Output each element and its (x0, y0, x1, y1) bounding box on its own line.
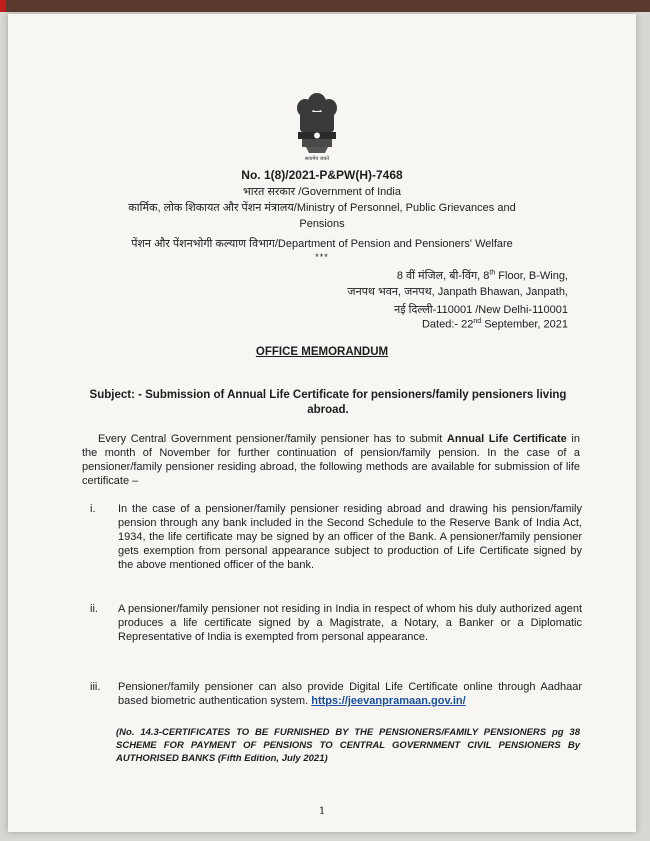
list-item-text: In the case of a pensioner/family pensioner residing abroad and drawing his pension/family pension through any bank included in the Second Schedule to the Reserve Bank of India Act, 1934, the life certificate may be signed by an officer of the Bank. A pensioner/family pensioner gets exemption from personal appearance subject to production of Life Certificate signed by the above mentioned officer of the bank. (118, 503, 582, 571)
address-line-2: जनपथ भवन, जनपथ, Janpath Bhawan, Janpath, (347, 286, 568, 298)
govt-line: भारत सरकार /Government of India (243, 186, 401, 198)
dated-sup: nd (473, 318, 482, 325)
memo-title: OFFICE MEMORANDUM (255, 346, 389, 358)
list-item-text: A pensioner/family pensioner not residing in India in respect of whom his duly authorized agent produces a life certificate signed by a Magistrate, a Notary, a Banker or a Diplomatic Representative of India is exempted from personal appearance. (118, 603, 582, 643)
department-line: पेंशन और पेंशनभोगी कल्याण विभाग/Department of Pension and Pensioners' Welfare (131, 238, 513, 250)
list-item-number: ii. (90, 603, 98, 615)
intro-text-2: in the month of November for further continuation of pension/family pension. In the case of a pensioner/family pensioner residing abroad, the following methods are available for submission of life certificate – (82, 433, 580, 487)
address-floor-en: Floor, B-Wing, (495, 270, 568, 282)
top-strip (0, 0, 650, 12)
list-item-text: Pensioner/family pensioner can also provide Digital Life Certificate online through Aadhaar based biometric authentication system. (118, 681, 582, 707)
dated-prefix: Dated:- 22 (421, 318, 474, 331)
address-line-3: नई दिल्ली-110001 /New Delhi-110001 (394, 304, 568, 316)
intro-text-1: Every Central Government pensioner/family pensioner has to submit (98, 433, 447, 445)
document-number: No. 1(8)/2021-P&PW(H)-7468 (241, 168, 403, 182)
national-emblem-icon (292, 90, 342, 166)
jeevan-pramaan-link[interactable]: https://jeevanpramaan.gov.in/ (311, 695, 466, 707)
address-floor-text: 8 वीं मंजिल, बी-विंग, 8 (396, 270, 490, 282)
address-line-1 (397, 268, 568, 283)
intro-bold: Annual Life Certificate (446, 433, 567, 445)
document-page (8, 14, 636, 832)
ministry-line-cont: Pensions (299, 218, 345, 230)
list-item-number: iii. (90, 681, 101, 693)
list-item-number: i. (90, 503, 96, 515)
page-number: 1 (318, 806, 326, 817)
subject-line: Subject: - Submission of Annual Life Certificate for pensioners/family pensioners living abroad. (89, 389, 567, 416)
ministry-line: कार्मिक, लोक शिकायत और पेंशन मंत्रालय/Ministry of Personnel, Public Grievances and (128, 202, 516, 214)
separator-stars: *** (315, 252, 329, 262)
address-floor-sup: th (489, 269, 496, 277)
dated-suffix: September, 2021 (481, 318, 568, 331)
reference-note: (No. 14.3-CERTIFICATES TO BE FURNISHED BY THE PENSIONERS/FAMILY PENSIONERS pg 38 SCHEME FOR PAYMENT OF PENSIONS TO CENTRAL GOVERNMENT CIVIL PENSIONERS By AUTHORISED BANKS (Fifth Edition, July 2021) (116, 727, 580, 764)
list-item-text-container (118, 680, 582, 708)
emblem-caption: सत्यमेव जयते (304, 156, 330, 162)
intro-paragraph (82, 432, 580, 488)
dated-line (422, 318, 568, 331)
top-strip-accent (0, 0, 6, 12)
